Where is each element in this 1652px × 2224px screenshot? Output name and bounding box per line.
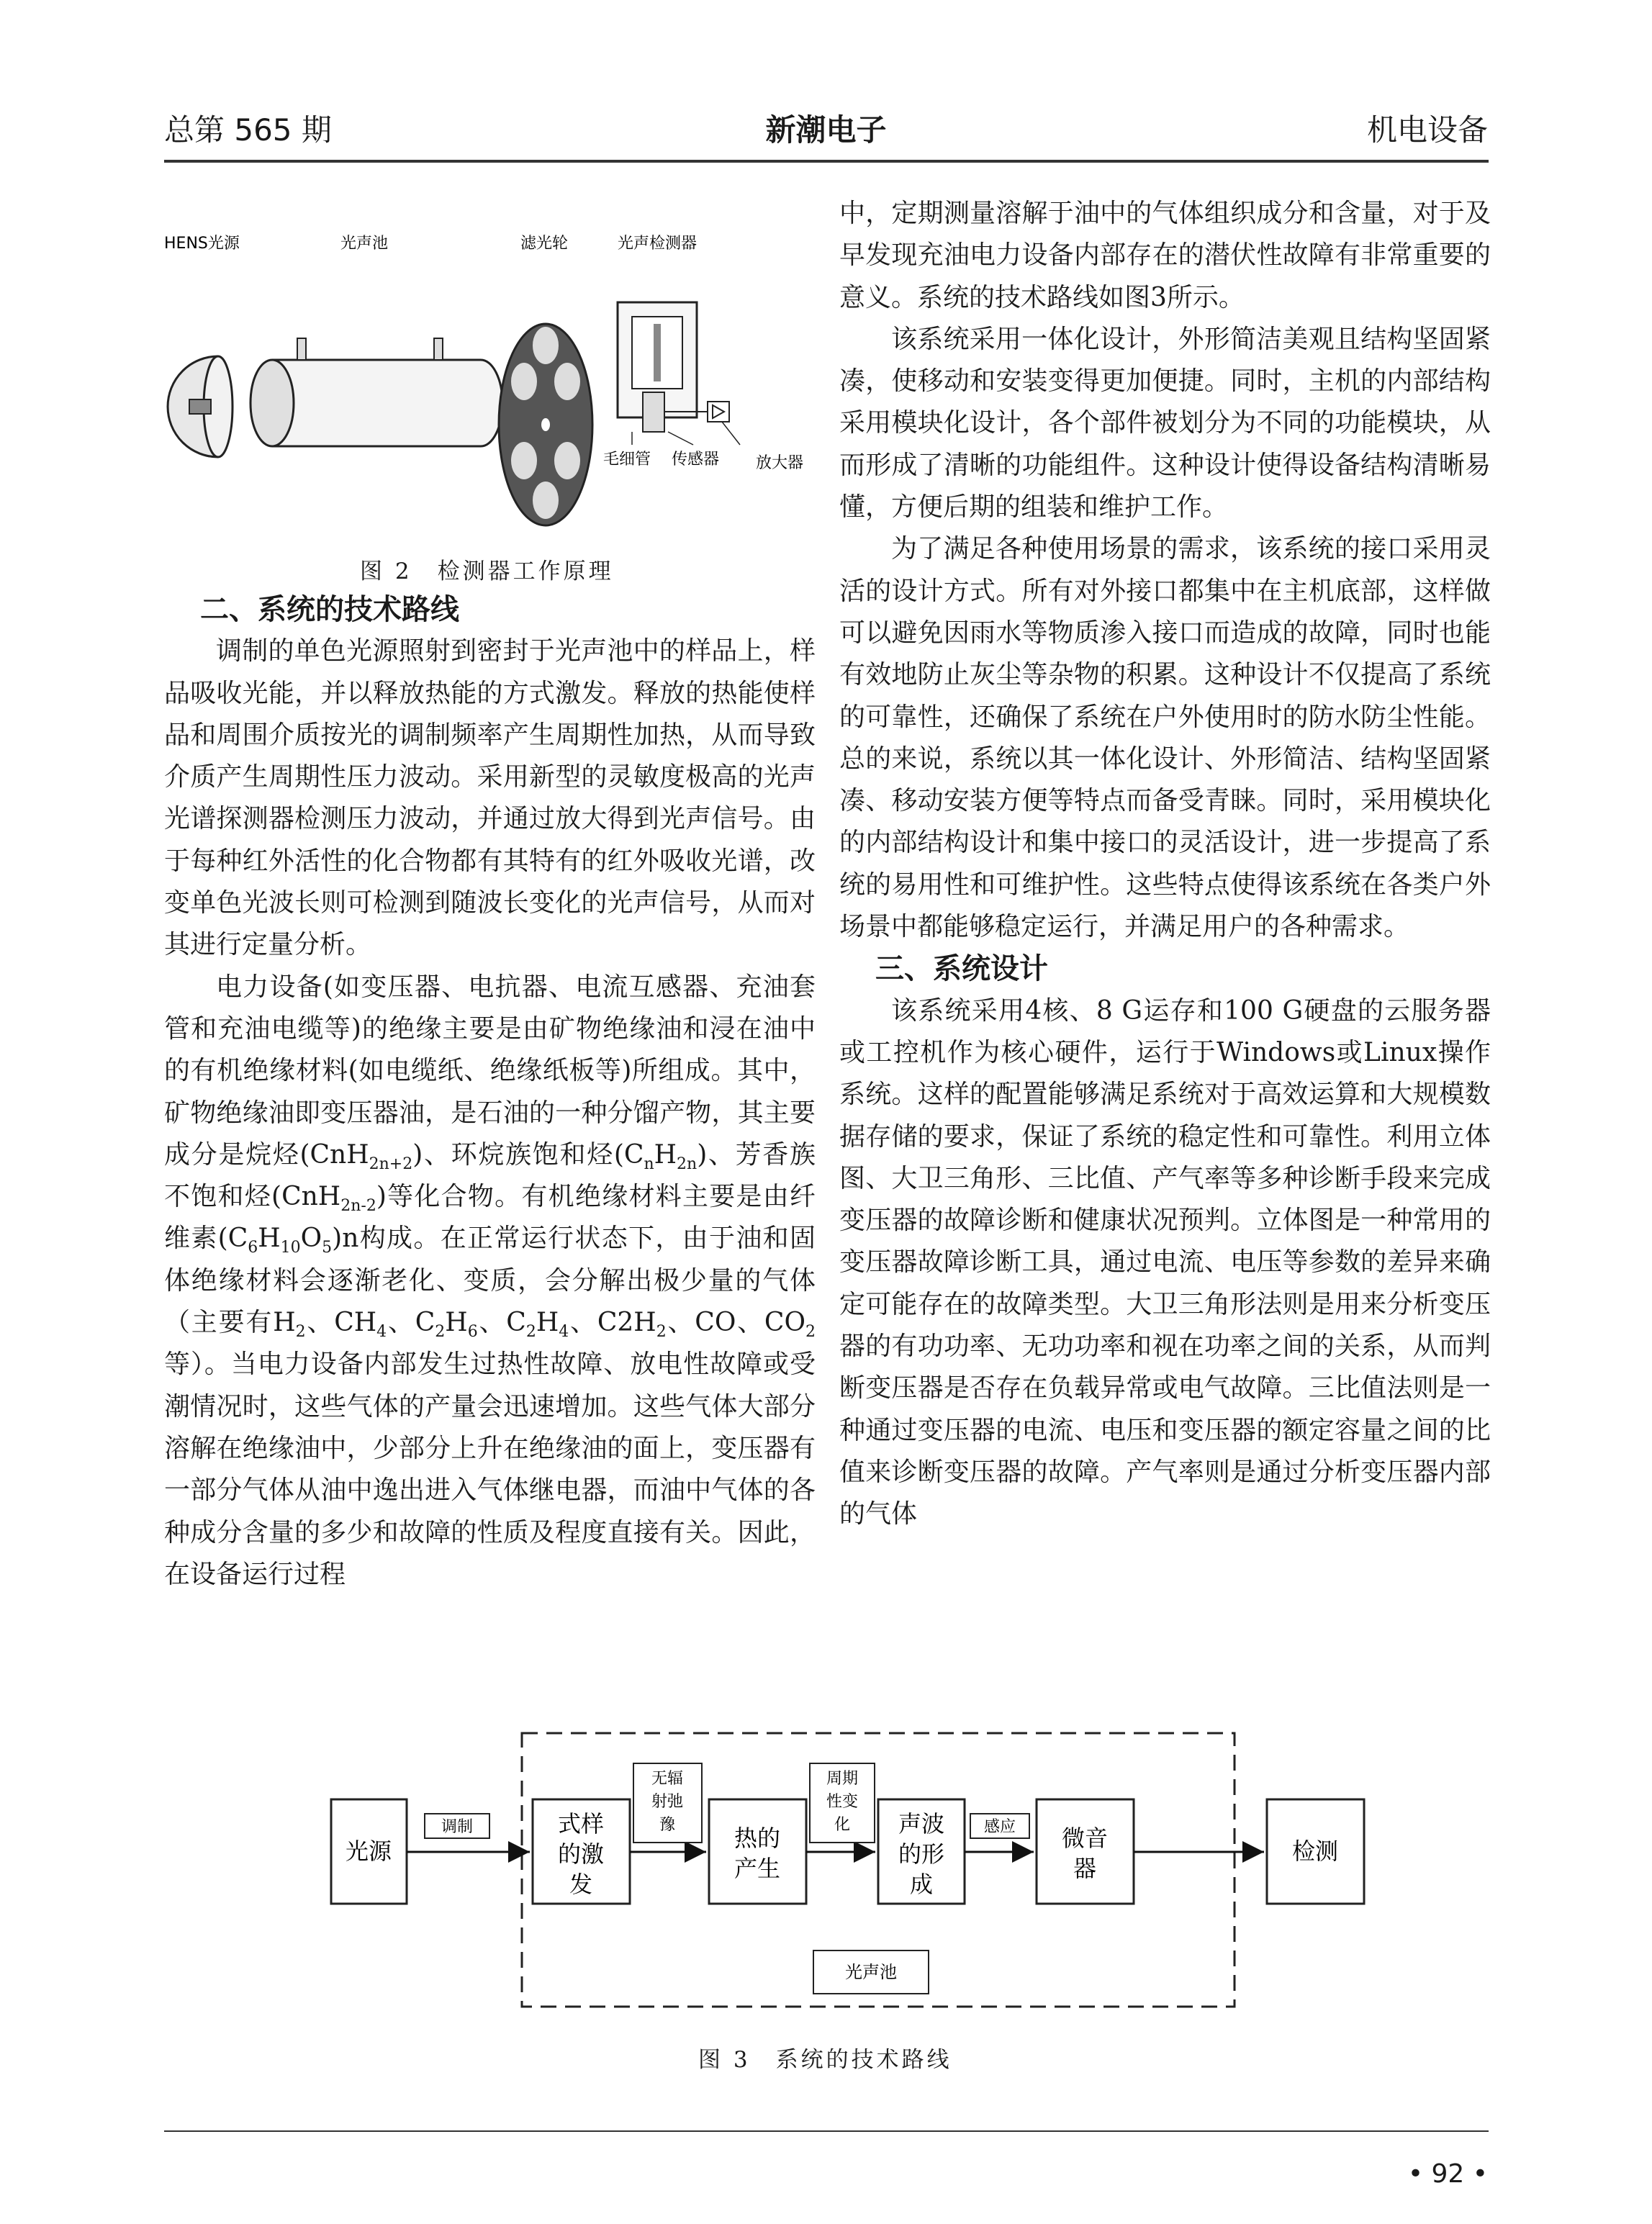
page-number: • 92 • [1407,2159,1488,2189]
left-paragraph-2: 电力设备(如变压器、电抗器、电流互感器、充油套管和充油电缆等)的绝缘主要是由矿物绝缘油和浸在油中的有机绝缘材料(如电缆纸、绝缘纸板等)所组成。其中，矿物绝缘油即变压器油，是石油的一种分馏产物，其主要成分是烷烃(CnH$_{2n+2}$)、环烷族饱和烃$(C_nH_{2n})$、芳香族不饱和烃(CnH$_{2n-2}$)等化合物。有机绝缘材料主要是由纤维素$(C_6H_{10}O_5)n$构成。在正常运行状态下，由于油和固体绝缘材料会逐渐老化、变质，会分解出极少量的气体（主要有$H_2$、$CH_4$、$C_2H_6$、$C_2H_4$、$C2H_2$、CO、$CO_2$等）。当电力设备内部发生过热性故障、放电性故障或受潮情况时，这些气体的产量会迅速增加。这些气体大部分溶解在绝缘油中，少部分上升在绝缘油的面上，变压器有一部分气体从油中逸出进入气体继电器，而油中气体的各种成分含量的多少和故障的性质及程度直接有关。因此，在设备运行过程 [164,972,816,1589]
cell-label: 光声池 [845,1962,897,1982]
cell-shape [272,360,502,446]
footer-rule [164,2130,1489,2132]
svg-text:周期: 周期 [826,1770,859,1788]
label-amplifier: 放大器 [756,454,804,472]
svg-text:的激: 的激 [557,1840,605,1868]
right-paragraph-4: 该系统采用4核、8 G运存和100 G硬盘的云服务器或工控机作为核心硬件，运行于Windows或Linux操作系统。这样的配置能够满足系统对于高效运算和大规模数据存储的要求，保证了系统的稳定性和可靠性。利用立体图、大卫三角形、三比值、产气率等多种诊断手段来完成变压器的故障诊断和健康状况预判。立体图是一种常用的变压器故障诊断工具，通过电流、电压等参数的差异来确定可能存在的故障类型。大卫三角形法则是用来分析变压器的有功功率、无功功率和视在功率之间的关系，从而判断变压器是否存在负载异常或电气故障。三比值法则是一种通过变压器的电流、电压和变压器的额定容量之间的比值来诊断变压器的故障。产气率则是通过分析变压器内部的气体 [839,995,1491,1529]
svg-text:产生: 产生 [734,1855,781,1882]
svg-text:化: 化 [834,1816,851,1834]
svg-text:声波: 声波 [898,1810,945,1837]
svg-text:豫: 豫 [659,1816,676,1834]
svg-text:式样: 式样 [557,1810,605,1837]
technical-route-diagram [317,1720,1504,2022]
edge-modulate: 调制 [441,1818,474,1836]
edge-induce: 感应 [983,1818,1016,1836]
issue-number: 总第 565 期 [164,112,332,148]
detector-principle-figure [164,216,812,540]
section2-heading: 二、系统的技术路线 [200,593,459,626]
section-name: 机电设备 [1366,112,1488,148]
right-paragraph-2: 该系统采用一体化设计，外形简洁美观且结构坚固紧凑，使移动和安装变得更加便捷。同时，主机的内部结构采用模块化设计，各个部件被划分为不同的功能模块，从而形成了清晰的功能组件。这种设计使得设备结构清晰易懂，方便后期的组装和维护工作。 [839,324,1491,523]
svg-text:微音: 微音 [1061,1825,1109,1852]
svg-text:发: 发 [569,1871,593,1898]
label-cell: 光声池 [340,235,389,253]
journal-title: 新潮电子 [765,112,887,148]
label-capillary: 毛细管 [603,451,651,469]
right-column [839,193,1491,1536]
svg-text:热的: 热的 [734,1825,781,1852]
svg-text:检测: 检测 [1291,1837,1339,1865]
figure2-caption: 图 2 检测器工作原理 [360,559,614,584]
section3-heading: 三、系统设计 [875,952,1048,986]
label-detector: 光声检测器 [618,235,698,253]
box-light-source-text: 光源 [345,1837,392,1865]
right-paragraph-3: 为了满足各种使用场景的需求，该系统的接口采用灵活的设计方式。所有对外接口都集中在主机底部，这样做可以避免因雨水等物质渗入接口而造成的故障，同时也能有效地防止灰尘等杂物的积累。这种设计不仅提高了系统的可靠性，还确保了系统在户外使用时的防水防尘性能。总的来说，系统以其一体化设计、外形简洁、结构坚固紧凑、移动安装方便等特点而备受青睐。同时，采用模块化的内部结构设计和集中接口的灵活设计，进一步提高了系统的易用性和可维护性。这些特点使得该系统在各类户外场景中都能够稳定运行，并满足用户的各种需求。 [839,534,1491,942]
svg-text:成: 成 [909,1871,934,1898]
svg-text:的形: 的形 [898,1840,945,1868]
label-sensor: 传感器 [672,451,720,469]
figure3-caption: 图 3 系统的技术路线 [698,2047,952,2073]
label-filter: 滤光轮 [520,235,569,253]
svg-text:无辐: 无辐 [651,1770,684,1788]
left-column [164,589,816,1596]
svg-text:射弛: 射弛 [651,1793,684,1811]
right-paragraph-1: 中，定期测量溶解于油中的气体组织成分和含量，对于及早发现充油电力设备内部存在的潜伏性故障有非常重要的意义。系统的技术路线如图3所示。 [839,199,1491,312]
left-paragraph-1: 调制的单色光源照射到密封于光声池中的样品上，样品吸收光能，并以释放热能的方式激发。释放的热能使样品和周围介质按光的调制频率产生周期性加热，从而导致介质产生周期性压力波动。采用新型的灵敏度极高的光声光谱探测器检测压力波动，并通过放大得到光声信号。由于每种红外活性的化合物都有其特有的红外吸收光谱，改变单色光波长则可检测到随波长变化的光声信号，从而对其进行定量分析。 [164,636,816,960]
svg-text:器: 器 [1073,1855,1097,1882]
header-rule [164,160,1489,163]
label-source: HENS光源 [164,235,240,253]
svg-text:性变: 性变 [826,1793,859,1811]
